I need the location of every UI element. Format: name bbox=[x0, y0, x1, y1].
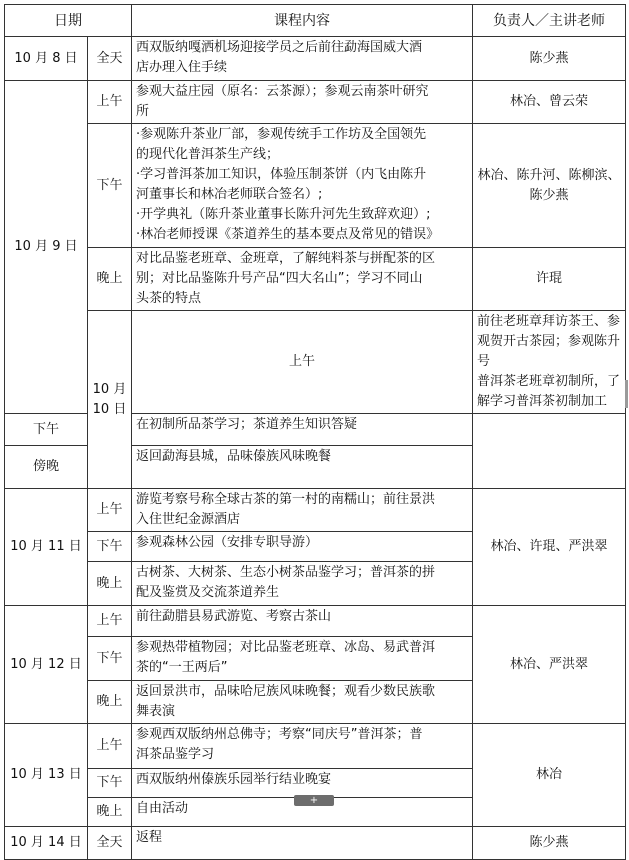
owner-cell: 林冶、陈升河、陈柳滨、陈少燕 bbox=[473, 124, 626, 248]
content-cell bbox=[132, 124, 473, 248]
content-cell bbox=[132, 827, 473, 860]
time-cell: 全天 bbox=[88, 827, 132, 860]
header-content: 课程内容 bbox=[132, 5, 473, 37]
content-line: ·学习普洱茶加工知识，体验压制茶饼（内飞由陈升 bbox=[136, 167, 427, 182]
content-cell bbox=[132, 37, 473, 81]
content-line: 洱茶品鉴学习 bbox=[136, 747, 215, 762]
time-cell: 上午 bbox=[132, 311, 473, 414]
content-line: 的现代化普洱茶生产线； bbox=[136, 147, 280, 162]
time-cell: 傍晚 bbox=[5, 446, 88, 489]
owner-cell: 林冶 bbox=[473, 724, 626, 827]
time-cell: 上午 bbox=[88, 724, 132, 769]
time-cell: 上午 bbox=[88, 81, 132, 124]
table-row bbox=[5, 37, 626, 81]
date-cell: 10 月 8 日 bbox=[5, 37, 88, 81]
content-cell bbox=[132, 724, 473, 769]
content-cell bbox=[132, 414, 473, 446]
header-row bbox=[5, 5, 626, 37]
content-line: 参观森林公园（安排专职导游） bbox=[136, 535, 319, 550]
content-line: 入住世纪金源酒店 bbox=[136, 512, 241, 527]
content-cell bbox=[132, 446, 473, 489]
table-row bbox=[5, 248, 626, 311]
time-cell: 下午 bbox=[88, 637, 132, 681]
time-cell: 晚上 bbox=[88, 681, 132, 724]
date-cell: 10 月 9 日 bbox=[5, 81, 88, 414]
content-line: 游览考察号称全球古茶的第一村的南糯山；前往景洪 bbox=[136, 492, 436, 507]
time-cell: 上午 bbox=[88, 606, 132, 637]
time-cell: 下午 bbox=[88, 532, 132, 562]
table-row bbox=[5, 81, 626, 124]
content-line: 前往勐腊县易武游览、考察古茶山 bbox=[136, 609, 332, 624]
content-line: ·林冶老师授课《茶道养生的基本要点及常见的错误》 bbox=[136, 227, 440, 242]
owner-cell: 林冶、许琨、严洪翠 bbox=[473, 489, 626, 606]
content-line: 自由活动 bbox=[136, 801, 189, 816]
content-line: 返程 bbox=[136, 830, 163, 845]
content-line: 对比品鉴老班章、金班章，了解纯料茶与拼配茶的区 bbox=[136, 251, 436, 266]
table-row bbox=[5, 311, 626, 414]
content-line: 舞表演 bbox=[136, 704, 176, 719]
content-line: 古树茶、大树茶、生态小树茶品鉴学习；普洱茶的拼 bbox=[136, 565, 436, 580]
date-cell: 10 月 14 日 bbox=[5, 827, 88, 860]
time-cell: 下午 bbox=[88, 769, 132, 798]
owner-cell: 林冶、曾云荣 bbox=[473, 81, 626, 124]
header-owner: 负责人／主讲老师 bbox=[473, 5, 626, 37]
content-line: 在初制所品茶学习；茶道养生知识答疑 bbox=[136, 417, 358, 432]
date-cell: 10 月 11 日 bbox=[5, 489, 88, 606]
date-cell: 10 月 12 日 bbox=[5, 606, 88, 724]
content-line: 返回景洪市，品味哈尼族风味晚餐；观看少数民族歌 bbox=[136, 684, 436, 699]
content-line: 参观大益庄园（原名：云茶源）；参观云南茶叶研究 bbox=[136, 84, 429, 99]
content-line: 河董事长和林冶老师联合签名）; bbox=[136, 187, 323, 202]
content-line: 普洱茶老班章初制所，了解学习普洱茶初制加工 bbox=[477, 374, 621, 409]
table-row bbox=[5, 724, 626, 769]
time-cell: 上午 bbox=[88, 489, 132, 532]
table-row bbox=[5, 827, 626, 860]
owner-cell: 陈少燕 bbox=[473, 37, 626, 81]
time-cell: 晚上 bbox=[88, 562, 132, 606]
content-line: 前往老班章拜访茶王、参观贺开古茶园；参观陈升号 bbox=[477, 314, 621, 369]
content-line: 参观热带植物园；对比品鉴老班章、冰岛、易武普洱 bbox=[136, 640, 436, 655]
owner-cell: 许琨 bbox=[473, 248, 626, 311]
time-cell: 下午 bbox=[5, 414, 88, 446]
content-cell bbox=[132, 681, 473, 724]
content-cell bbox=[132, 81, 473, 124]
time-cell: 下午 bbox=[88, 124, 132, 248]
content-cell bbox=[132, 532, 473, 562]
content-cell bbox=[132, 769, 473, 798]
date-cell: 10 月 10 日 bbox=[88, 311, 132, 489]
content-line: 参观西双版纳州总佛寺；考察“同庆号”普洱茶；普 bbox=[136, 727, 423, 742]
content-cell bbox=[132, 489, 473, 532]
content-line: 西双版纳嘎洒机场迎接学员之后前往勐海国威大酒 bbox=[136, 40, 423, 55]
time-cell: 全天 bbox=[88, 37, 132, 81]
time-cell: 晚上 bbox=[88, 798, 132, 827]
content-line: ·开学典礼（陈升茶业董事长陈升河先生致辞欢迎）; bbox=[136, 207, 431, 222]
content-cell bbox=[132, 606, 473, 637]
time-cell: 晚上 bbox=[88, 248, 132, 311]
content-line: 别；对比品鉴陈升号产品“四大名山”；学习不同山 bbox=[136, 271, 423, 286]
table-row bbox=[5, 489, 626, 532]
owner-cell: 陈少燕 bbox=[473, 827, 626, 860]
content-line: 配及鉴赏及交流茶道养生 bbox=[136, 585, 280, 600]
content-line: ·参观陈升茶业厂部，参观传统手工作坊及全国领先 bbox=[136, 127, 427, 142]
owner-cell: 林冶、严洪翠 bbox=[473, 606, 626, 724]
header-date: 日期 bbox=[5, 5, 132, 37]
content-line: 返回勐海县城，品味傣族风味晚餐 bbox=[136, 449, 332, 464]
content-line: 店办理入住手续 bbox=[136, 60, 228, 75]
content-cell bbox=[473, 311, 626, 414]
content-line: 所 bbox=[136, 104, 150, 119]
schedule-table bbox=[4, 4, 626, 860]
content-cell bbox=[132, 248, 473, 311]
table-row bbox=[5, 124, 626, 248]
scrollbar-thumb[interactable] bbox=[625, 380, 628, 408]
content-cell bbox=[132, 562, 473, 606]
content-line: 茶的“一王两后” bbox=[136, 660, 228, 675]
expand-handle[interactable]: + bbox=[294, 795, 334, 806]
date-cell: 10 月 13 日 bbox=[5, 724, 88, 827]
content-cell bbox=[132, 637, 473, 681]
table-row bbox=[5, 606, 626, 637]
content-line: 头茶的特点 bbox=[136, 291, 202, 306]
content-line: 西双版纳州傣族乐园举行结业晚宴 bbox=[136, 772, 332, 787]
